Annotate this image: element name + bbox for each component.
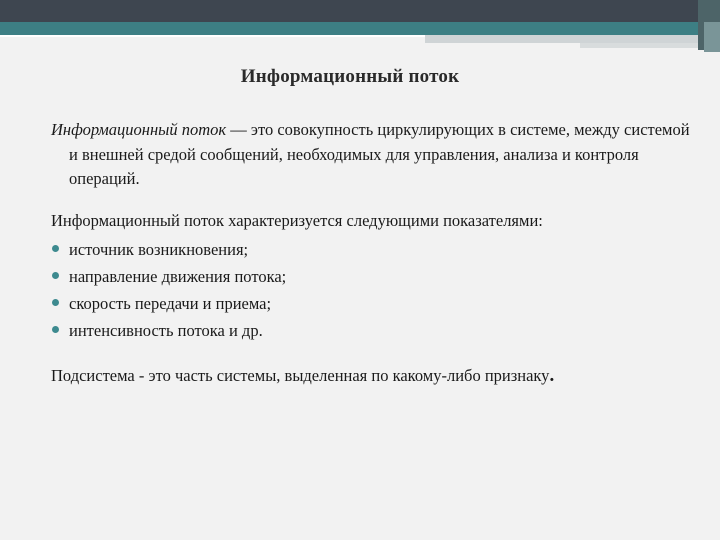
header-accent-band [0,22,720,35]
subsystem-end-mark: . [549,365,555,386]
list-item: источник возникновения; [51,236,691,263]
list-item: направление движения потока; [51,263,691,290]
definition-term: Информационный поток [51,120,227,139]
subsystem-paragraph [51,364,691,389]
indicators-list [51,236,691,344]
indicators-intro: Информационный поток характеризуется следующими показателями: [51,210,543,230]
header-corner-inner [704,22,720,52]
list-item: скорость передачи и приема; [51,290,691,317]
slide-body [51,118,691,389]
header-highlight-line [0,35,430,37]
definition-text: — это совокупность циркулирующих в системе, между системой и внешней средой сообщений, необходимых для управления, анализа и контроля операций. [69,120,690,188]
list-item: интенсивность потока и др. [51,317,691,344]
slide-title: Информационный поток [240,66,460,87]
bullet-icon [52,245,59,252]
bullet-icon [52,272,59,279]
bullet-icon [52,299,59,306]
header-step-upper [425,35,720,43]
subsystem-text: Подсистема - это часть системы, выделенная по какому-либо признаку [51,366,550,385]
definition-paragraph [51,118,691,192]
header-dark-band [0,0,720,22]
bullet-icon [52,326,59,333]
